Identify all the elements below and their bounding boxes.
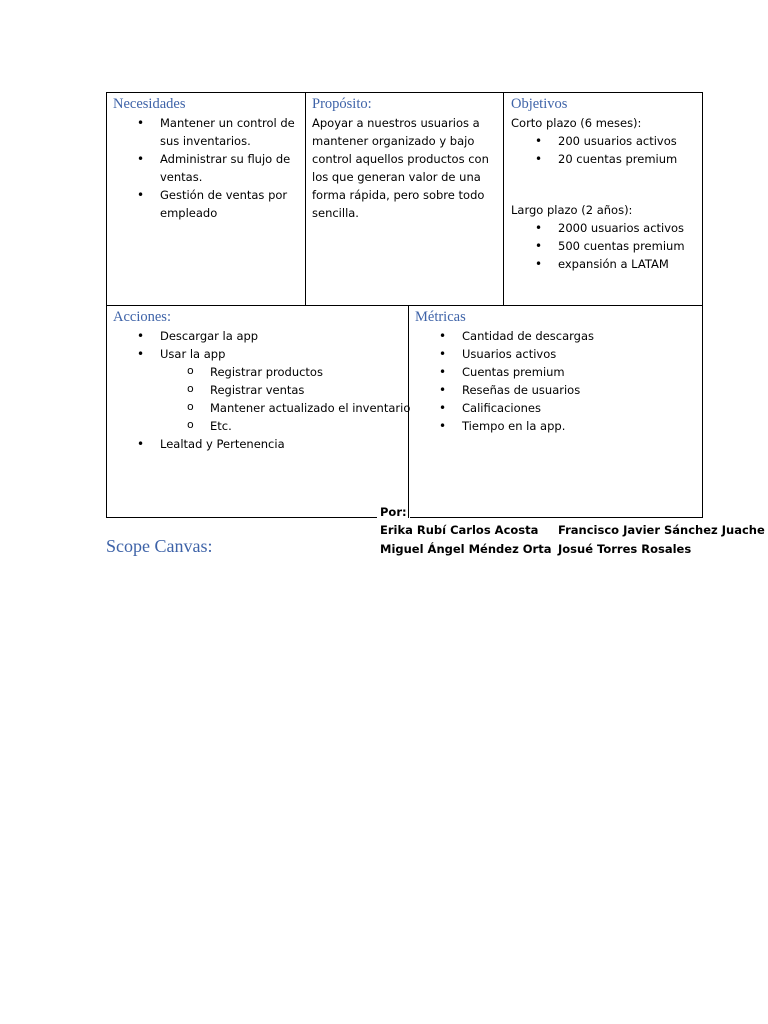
objetivos-short-list [511,132,699,168]
list-item: • Usuarios activos [415,345,699,363]
proposito-text: Apoyar a nuestros usuarios a mantener organizado y bajo control aquellos productos con los que generan valor de una forma rápida, pero sobre todo sencilla. [312,116,489,220]
sub-list-item: o Etc. [113,417,405,435]
objetivos-title: Objetivos [511,96,568,112]
canvas-border-bottom-left [106,517,377,518]
canvas-border-bottom-right [410,517,703,518]
proposito-title: Propósito: [312,96,372,112]
cell-metricas [415,308,699,435]
list-item: • Cantidad de descargas [415,327,699,345]
objetivos-long-label: Largo plazo (2 años): [511,203,633,217]
list-item: • 500 cuentas premium [511,237,699,255]
author-name: Francisco Javier Sánchez Juache [558,523,765,537]
list-item: • Descargar la app [113,327,405,345]
acciones-sub-list [113,363,411,435]
canvas-row-divider [106,305,703,306]
list-item: • 200 usuarios activos [511,132,699,150]
sub-list-item: o Mantener actualizado el inventario [113,399,405,417]
canvas-border-top [106,92,703,93]
list-item: • Lealtad y Pertenencia [113,435,405,453]
objetivos-short-label: Corto plazo (6 meses): [511,116,642,130]
acciones-title: Acciones: [113,309,171,325]
list-item: • 2000 usuarios activos [511,219,699,237]
scope-canvas-title: Scope Canvas: [106,536,213,556]
author-name: Erika Rubí Carlos Acosta [380,523,539,537]
necesidades-list [113,114,299,222]
list-item: • Gestión de ventas por empleado [113,186,299,222]
list-item: • expansión a LATAM [511,255,699,273]
list-item: • 20 cuentas premium [511,150,699,168]
list-item: • Cuentas premium [415,363,699,381]
cell-objetivos [511,95,699,273]
objetivos-long-list [511,219,699,273]
canvas-col-divider-1 [305,92,306,306]
list-item: • Mantener un control de sus inventarios. [113,114,299,150]
sub-list-item: o Registrar productos [113,363,405,381]
metricas-title: Métricas [415,309,466,325]
list-item: • Administrar su flujo de ventas. [113,150,299,186]
sub-list-item: o Registrar ventas [113,381,405,399]
acciones-list [113,327,405,363]
list-item: • Usar la app [113,345,405,363]
cell-necesidades [113,95,301,222]
cell-acciones [113,308,411,453]
necesidades-title: Necesidades [113,96,186,112]
list-item: • Tiempo en la app. [415,417,699,435]
list-item: • Reseñas de usuarios [415,381,699,399]
por-label: Por: [380,505,407,519]
list-item: • Calificaciones [415,399,699,417]
acciones-list-tail [113,435,405,453]
cell-proposito [312,95,498,222]
metricas-list [415,327,699,435]
author-name: Josué Torres Rosales [558,542,692,556]
author-name: Miguel Ángel Méndez Orta [380,542,552,556]
canvas-col-divider-2 [503,92,504,306]
